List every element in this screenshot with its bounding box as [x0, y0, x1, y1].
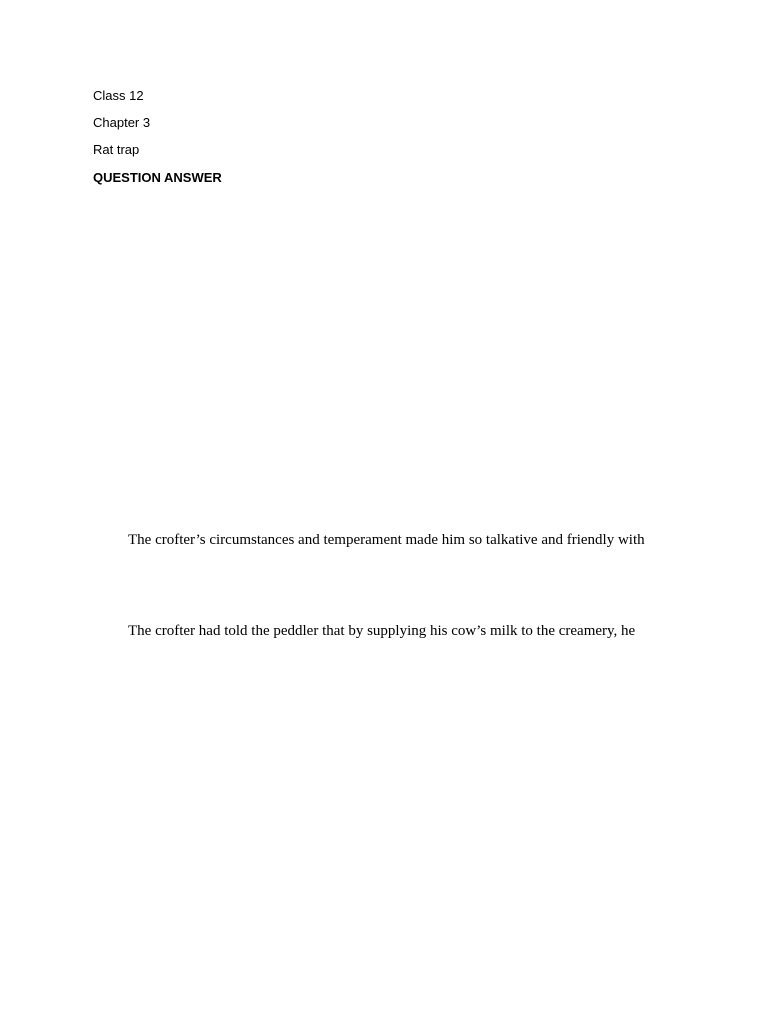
class-label: Class 12 [93, 88, 144, 103]
document-title: Rat trap [93, 142, 140, 157]
section-heading: QUESTION ANSWER [93, 170, 222, 185]
paragraph-1: The crofter’s circumstances and temperament made him so talkative and friendly with [128, 532, 645, 548]
paragraph-2: The crofter had told the peddler that by supplying his cow’s milk to the creamery, he [128, 623, 636, 639]
chapter-label: Chapter 3 [93, 115, 151, 130]
